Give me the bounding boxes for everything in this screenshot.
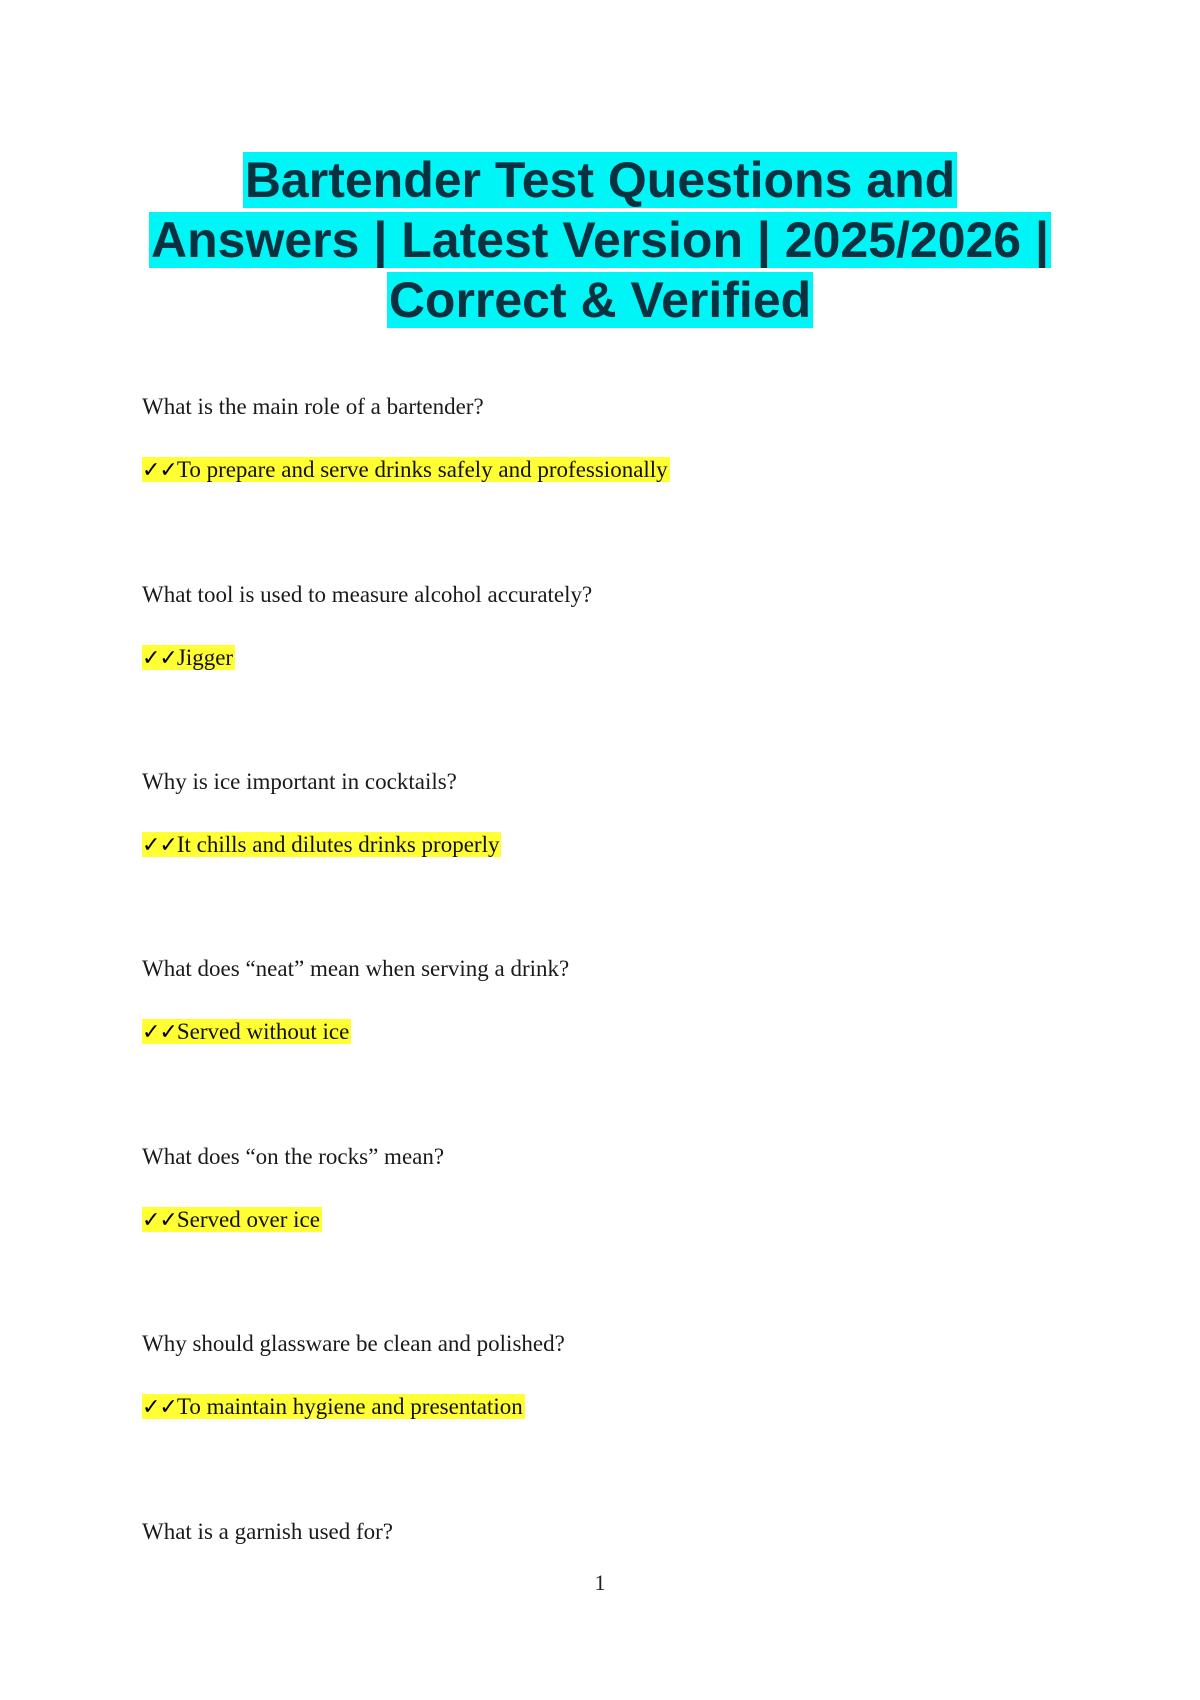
answer-text: Jigger <box>176 645 234 670</box>
question-text: Why should glassware be clean and polished? <box>142 1331 565 1356</box>
double-check-icon: ✓✓ <box>142 458 177 483</box>
answer-text: Served over ice <box>176 1207 320 1232</box>
answer-highlight <box>142 1394 525 1419</box>
double-check-icon: ✓✓ <box>142 1395 177 1420</box>
title-line: Bartender Test Questions and <box>244 152 956 208</box>
double-check-icon: ✓✓ <box>142 646 177 671</box>
answer-text: To maintain hygiene and presentation <box>176 1394 523 1419</box>
question-text: What is the main role of a bartender? <box>142 394 484 419</box>
question-text: What does “on the rocks” mean? <box>142 1144 445 1169</box>
double-check-icon: ✓✓ <box>142 1020 177 1045</box>
answer-highlight <box>142 457 670 482</box>
question-text: Why is ice important in cocktails? <box>142 769 457 794</box>
answer-highlight <box>142 1019 351 1044</box>
answer-text: Served without ice <box>176 1019 350 1044</box>
question-text: What tool is used to measure alcohol accurately? <box>142 582 593 607</box>
question-text: What is a garnish used for? <box>142 1519 394 1544</box>
qa-item <box>142 955 1042 1048</box>
title-line: Correct & Verified <box>388 272 812 328</box>
title-line: Answers | Latest Version | 2025/2026 | <box>151 212 1049 268</box>
answer-highlight <box>142 832 501 857</box>
answer-highlight <box>142 1207 322 1232</box>
answer-highlight <box>142 645 235 670</box>
answer <box>142 1205 1042 1236</box>
answer-text: It chills and dilutes drinks properly <box>176 832 500 857</box>
answer-text: To prepare and serve drinks safely and professionally <box>176 457 668 482</box>
qa-item <box>142 393 1042 486</box>
answer <box>142 455 1042 486</box>
question-text: What does “neat” mean when serving a drink? <box>142 956 570 981</box>
page-number: 1 <box>594 1570 606 1595</box>
answer <box>142 643 1042 674</box>
answer <box>142 1392 1042 1423</box>
double-check-icon: ✓✓ <box>142 1208 177 1233</box>
qa-item <box>142 581 1042 674</box>
qa-item <box>142 768 1042 861</box>
answer <box>142 830 1042 861</box>
qa-item <box>142 1330 1042 1423</box>
document-title <box>120 150 1080 330</box>
double-check-icon: ✓✓ <box>142 833 177 858</box>
qa-item <box>142 1143 1042 1236</box>
answer <box>142 1017 1042 1048</box>
